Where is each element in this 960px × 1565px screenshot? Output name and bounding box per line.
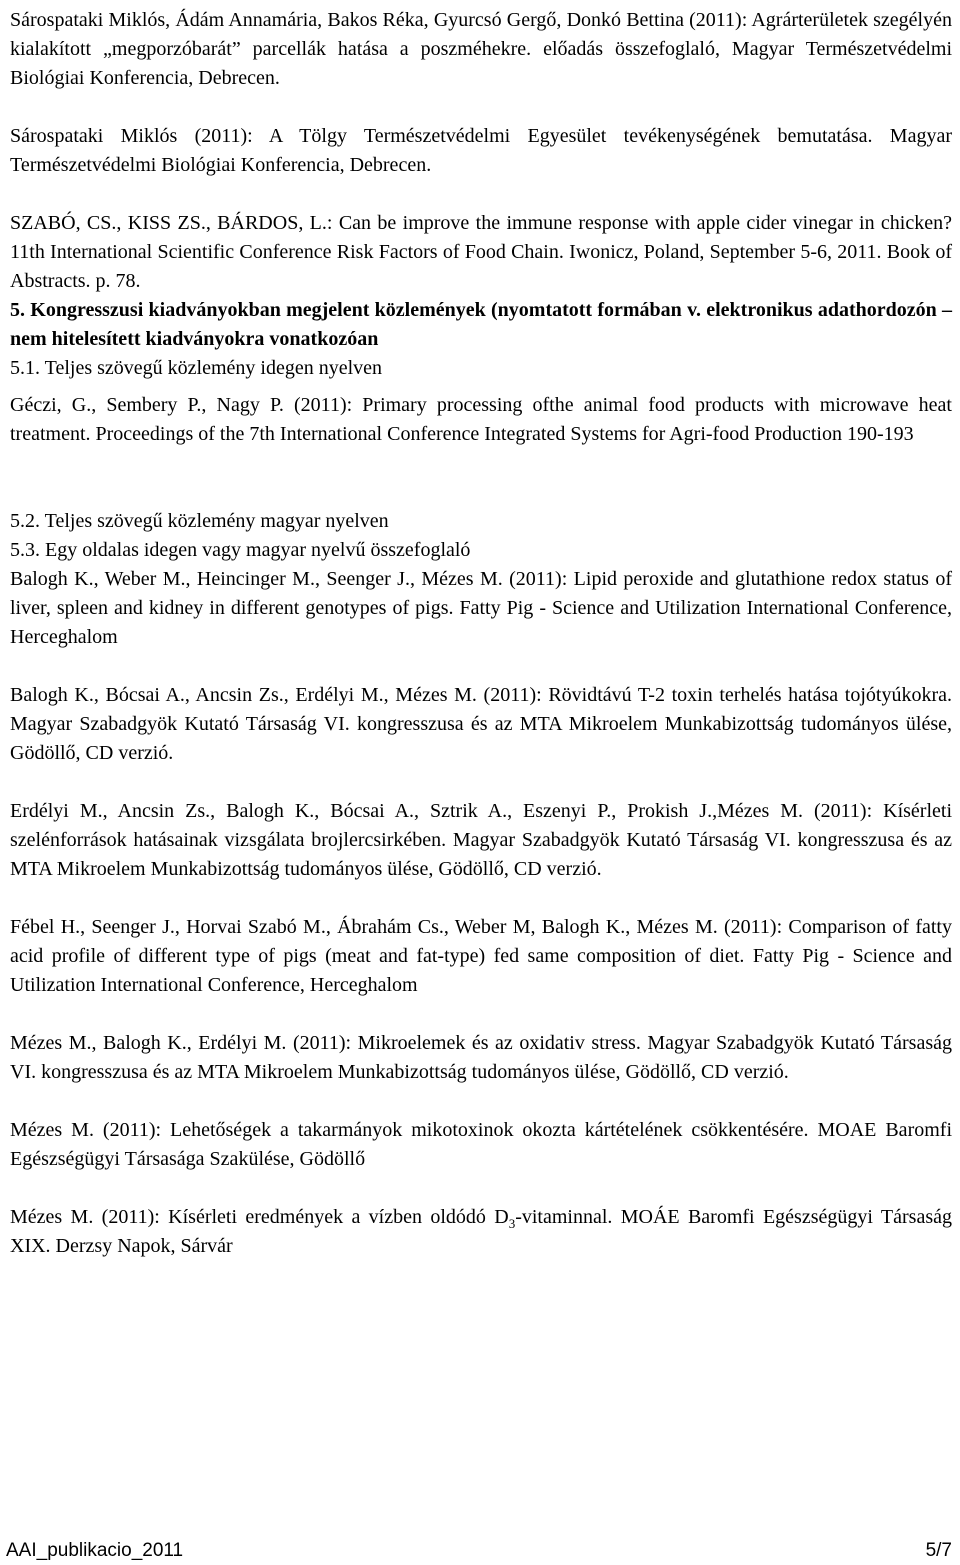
- reference-entry: Fébel H., Seenger J., Horvai Szabó M., Ábrahám Cs., Weber M, Balogh K., Mézes M. (2011): Comparison of fatty acid profile of different type of pigs (meat and fat-type) fed same composition of diet. Fatty Pig - Science and Utilization International Conference, Herceghalom: [10, 916, 952, 996]
- reference-entry: Mézes M. (2011): Lehetőségek a takarmányok mikotoxinok okozta kártételének csökkentésére. MOAE Baromfi Egészségügyi Társasága Szakülése, Gödöllő: [10, 1119, 952, 1170]
- document-body: [10, 6, 952, 1261]
- section-heading: 5. Kongresszusi kiadványokban megjelent közlemények (nyomtatott formában v. elektronikus adathordozón – nem hitelesített kiadványokra vonatkozóan: [10, 299, 952, 350]
- entry-subscript: 3: [508, 1216, 516, 1231]
- reference-entry: Erdélyi M., Ancsin Zs., Balogh K., Bócsai A., Sztrik A., Eszenyi P., Prokish J.,Mézes M. (2011): Kísérleti szelénforrások hatásainak vizsgálata brojlercsirkében. Magyar Szabadgyök Kutató Társaság VI. kongresszusa és az MTA Mikroelem Munkabizottság tudományos ülése, Gödöllő, CD verzió.: [10, 800, 952, 880]
- reference-entry: Sárospataki Miklós, Ádám Annamária, Bakos Réka, Gyurcsó Gergő, Donkó Bettina (2011): Agrárterületek szegélyén kialakított „megporzóbarát” parcellák hatása a poszméhekre. előadás összefoglaló, Magyar Természetvédelmi Biológiai Konferencia, Debrecen.: [10, 9, 952, 89]
- subsection-heading: 5.2. Teljes szövegű közlemény magyar nyelven: [10, 510, 389, 532]
- reference-entry: [10, 1203, 952, 1261]
- footer-page-number: 5/7: [925, 1540, 952, 1561]
- subsection-heading: 5.1. Teljes szövegű közlemény idegen nyelven: [10, 357, 383, 379]
- entry-text-after: -vitaminnal. MOÁE Baromfi Egészségügyi Társaság XIX. Derzsy Napok, Sárvár: [10, 1206, 952, 1257]
- reference-entry: Géczi, G., Sembery P., Nagy P. (2011): Primary processing ofthe animal food products with microwave heat treatment. Proceedings of the 7th International Conference Integrated Systems for Agri-food Production 190-193: [10, 394, 952, 445]
- reference-entry: Balogh K., Weber M., Heincinger M., Seenger J., Mézes M. (2011): Lipid peroxide and glutathione redox status of liver, spleen and kidney in different genotypes of pigs. Fatty Pig - Science and Utilization International Conference, Herceghalom: [10, 568, 952, 648]
- subsection-heading: 5.3. Egy oldalas idegen vagy magyar nyelvű összefoglaló: [10, 539, 471, 561]
- entry-text-before: Mézes M. (2011): Kísérleti eredmények a vízben oldódó D: [10, 1206, 509, 1228]
- reference-entry: Mézes M., Balogh K., Erdélyi M. (2011): Mikroelemek és az oxidativ stress. Magyar Szabadgyök Kutató Társaság VI. kongresszusa és az MTA Mikroelem Munkabizottság tudományos ülése, Gödöllő, CD verzió.: [10, 1032, 952, 1083]
- footer-document-name: AAI_publikacio_2011: [6, 1540, 184, 1561]
- reference-entry: Balogh K., Bócsai A., Ancsin Zs., Erdélyi M., Mézes M. (2011): Rövidtávú T-2 toxin terhelés hatása tojótyúkokra. Magyar Szabadgyök Kutató Társaság VI. kongresszusa és az MTA Mikroelem Munkabizottság tudományos ülése, Gödöllő, CD verzió.: [10, 684, 952, 764]
- reference-entry: SZABÓ, CS., KISS ZS., BÁRDOS, L.: Can be improve the immune response with apple cider vinegar in chicken? 11th International Scientific Conference Risk Factors of Food Chain. Iwonicz, Poland, September 5-6, 2011. Book of Abstracts. p. 78.: [10, 212, 952, 292]
- reference-entry: Sárospataki Miklós (2011): A Tölgy Természetvédelmi Egyesület tevékenységének bemutatása. Magyar Természetvédelmi Biológiai Konferencia, Debrecen.: [10, 125, 952, 176]
